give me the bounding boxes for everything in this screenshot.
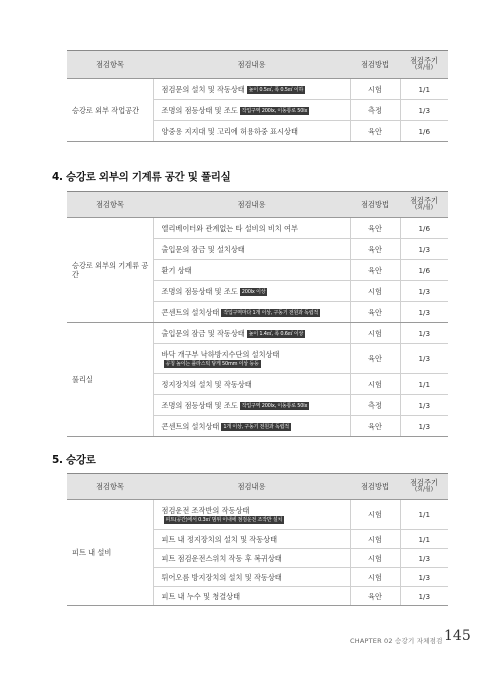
cycle-cell: 1/1 [400, 79, 448, 100]
cycle-cell: 1/3 [400, 549, 448, 568]
note-badge: 공칭 높이는 플라스틱 닿게 50mm 이상 등등 [165, 360, 259, 367]
header-cycle: 점검주기 (회/월) [400, 474, 448, 500]
note-badge: 작업구역 200lx, 이동통로 50lx [241, 402, 308, 409]
desc-cell: 엘리베이터와 관계없는 타 설비의 비치 여부 [153, 218, 350, 239]
note-badge: 작업구역 200lx, 이동통로 50lx [241, 107, 308, 114]
method-cell: 시험 [350, 281, 400, 302]
desc-cell: 조명의 점등상태 및 조도 작업구역 200lx, 이동통로 50lx [153, 100, 350, 121]
method-cell: 육안 [350, 587, 400, 606]
header-cycle: 점검주기 (회/월) [400, 51, 448, 79]
category-cell: 피트 내 설비 [67, 500, 153, 606]
desc-cell: 환기 상태 [153, 260, 350, 281]
desc-cell: 출입문의 잠금 및 설치상태 [153, 239, 350, 260]
method-cell: 시험 [350, 500, 400, 530]
inspection-table-1 [67, 50, 448, 142]
cycle-cell: 1/6 [400, 218, 448, 239]
method-cell: 육안 [350, 260, 400, 281]
desc-cell: 피트 내 누수 및 청결상태 [153, 587, 350, 606]
category-cell: 풀리실 [67, 323, 153, 437]
header-method: 점검방법 [350, 474, 400, 500]
cycle-cell: 1/3 [400, 302, 448, 323]
desc-cell: 콘센트의 설치상태 작업구역마다 1개 이상, 구동기 전원과 독립적 [153, 302, 350, 323]
method-cell: 시험 [350, 549, 400, 568]
section-title: 5. 승강로 [52, 454, 96, 466]
cycle-cell: 1/3 [400, 239, 448, 260]
header-method: 점검방법 [350, 51, 400, 79]
chapter-footer: CHAPTER 02 승강기 자체점검 [350, 637, 443, 645]
cycle-cell: 1/3 [400, 416, 448, 437]
header-content: 점검내용 [153, 51, 350, 79]
page-number: 145 [444, 628, 471, 644]
method-cell: 시험 [350, 79, 400, 100]
cycle-cell: 1/6 [400, 121, 448, 142]
cycle-cell: 1/3 [400, 281, 448, 302]
desc-cell: 콘센트의 설치상태 1개 이상, 구동기 전원과 독립적 [153, 416, 350, 437]
note-badge: 200lx 이상 [241, 288, 266, 295]
header-content: 점검내용 [153, 192, 350, 218]
note-badge: 높이 0.5㎡, 폭 0.5㎡ 이하 [248, 86, 304, 93]
cycle-cell: 1/1 [400, 500, 448, 530]
method-cell: 육안 [350, 344, 400, 374]
method-cell: 시험 [350, 374, 400, 395]
inspection-table-2 [67, 191, 448, 437]
method-cell: 육안 [350, 416, 400, 437]
header-content: 점검내용 [153, 474, 350, 500]
method-cell: 측정 [350, 100, 400, 121]
method-cell: 육안 [350, 121, 400, 142]
method-cell: 육안 [350, 239, 400, 260]
desc-cell: 조명의 점등상태 및 조도 작업구역 200lx, 이동통로 50lx [153, 395, 350, 416]
section-title: 4. 승강로 외부의 기계류 공간 및 풀리실 [52, 171, 231, 183]
header-item: 점검항목 [67, 192, 153, 218]
desc-cell: 피트 내 정지장치의 설치 및 작동상태 [153, 530, 350, 549]
method-cell: 시험 [350, 568, 400, 587]
desc-cell: 점검운전 조작반의 작동상태피트(공간)에서 0.3㎡ 범위 이내에 점검운전 조작반 설치 [153, 500, 350, 530]
cycle-cell: 1/3 [400, 344, 448, 374]
note-badge: 작업구역마다 1개 이상, 구동기 전원과 독립적 [223, 309, 319, 316]
category-cell: 승강로 외부 작업공간 [67, 79, 153, 142]
method-cell: 측정 [350, 395, 400, 416]
desc-cell: 점검문의 설치 및 작동상태 높이 0.5㎡, 폭 0.5㎡ 이하 [153, 79, 350, 100]
desc-cell: 피트 점검운전스위치 작동 후 복귀상태 [153, 549, 350, 568]
cycle-cell: 1/3 [400, 395, 448, 416]
note-badge: 1개 이상, 구동기 전원과 독립적 [223, 423, 289, 430]
cycle-cell: 1/3 [400, 100, 448, 121]
cycle-cell: 1/1 [400, 530, 448, 549]
desc-cell: 정지장치의 설치 및 작동상태 [153, 374, 350, 395]
cycle-cell: 1/3 [400, 323, 448, 344]
note-badge: 높이 1.4㎡, 폭 0.6㎡ 이상 [248, 330, 304, 337]
method-cell: 육안 [350, 218, 400, 239]
header-item: 점검항목 [67, 474, 153, 500]
desc-cell: 바닥 개구부 낙하방지수단의 설치상태공칭 높이는 플라스틱 닿게 50mm 이상 등등 [153, 344, 350, 374]
desc-cell: 조명의 점등상태 및 조도 200lx 이상 [153, 281, 350, 302]
method-cell: 시험 [350, 323, 400, 344]
inspection-table-3 [67, 473, 448, 606]
cycle-cell: 1/6 [400, 260, 448, 281]
cycle-cell: 1/3 [400, 568, 448, 587]
cycle-cell: 1/3 [400, 587, 448, 606]
cycle-cell: 1/1 [400, 374, 448, 395]
note-badge: 피트(공간)에서 0.3㎡ 범위 이내에 점검운전 조작반 설치 [165, 516, 283, 523]
desc-cell: 출입문의 잠금 및 작동상태 높이 1.4㎡, 폭 0.6㎡ 이상 [153, 323, 350, 344]
category-cell: 승강로 외부의 기계류 공간 [67, 218, 153, 323]
method-cell: 시험 [350, 530, 400, 549]
desc-cell: 튀어오름 방지장치의 설치 및 작동상태 [153, 568, 350, 587]
method-cell: 육안 [350, 302, 400, 323]
desc-cell: 양중용 지지대 및 고리에 허용하중 표시상태 [153, 121, 350, 142]
header-method: 점검방법 [350, 192, 400, 218]
header-cycle: 점검주기 (회/월) [400, 192, 448, 218]
header-item: 점검항목 [67, 51, 153, 79]
